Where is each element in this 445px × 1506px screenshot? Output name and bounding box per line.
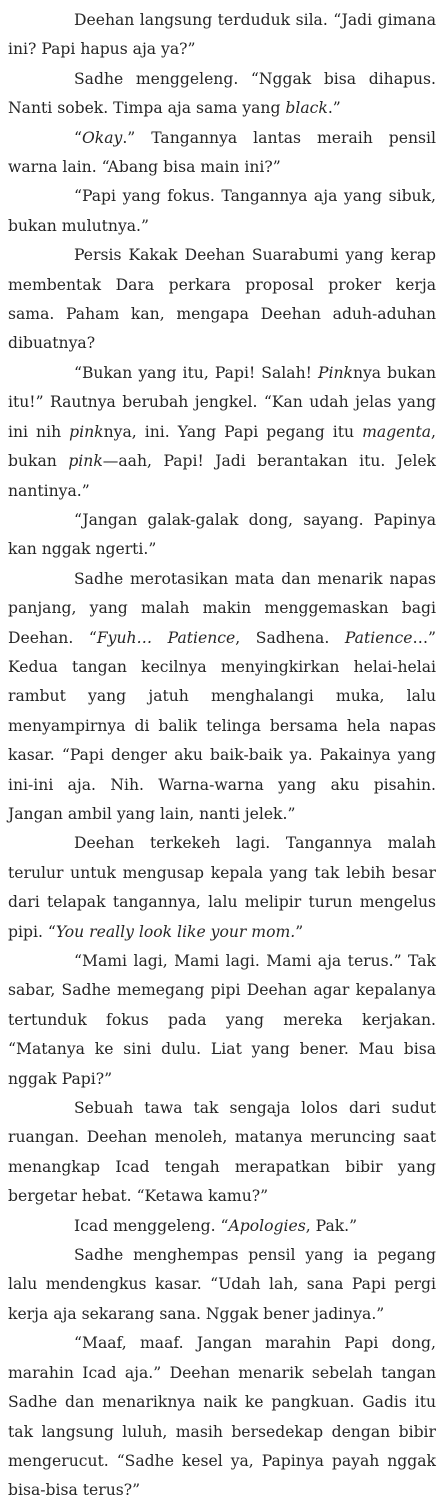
paragraph: [8, 1329, 436, 1505]
text-run: Persis Kakak Deehan Suarabumi yang kerap membentak Dara perkara proposal proker kerja sama. Paham kan, mengapa Deehan aduh-aduhan dibuatnya?: [8, 246, 436, 353]
paragraph: [8, 506, 436, 565]
text-run: Deehan terkekeh lagi. Tangannya malah terulur untuk mengusap kepala yang tak lebih besar dari telapak tangannya, lalu melipir turun mengelus pipi. “: [8, 834, 436, 941]
italic-run: Okay: [81, 128, 123, 147]
paragraph: [8, 1241, 436, 1329]
text-run: “Bukan yang itu, Papi! Salah!: [74, 363, 318, 382]
italic-run: magenta: [362, 422, 432, 441]
italic-run: Apologies: [228, 1216, 306, 1235]
text-run: —aah, Papi! Jadi berantakan itu. Jelek nantinya.”: [8, 452, 436, 500]
text-run: “Maaf, maaf. Jangan marahin Papi dong, marahin Icad aja.” Deehan menarik sebelah tangan Sadhe dan menariknya naik ke pangkuan. Gadis itu tak langsung luluh, masih bersedekap dengan bibir mengerucut. “Sadhe kesel ya, Papinya payah nggak bisa-bisa terus?”: [8, 1334, 436, 1500]
text-run: nya bukan itu!” Rautnya berubah jengkel. “Kan udah jelas yang ini nih: [8, 363, 436, 441]
text-run: , Sadhena.: [235, 628, 345, 647]
paragraph: [8, 124, 436, 183]
text-run: Sadhe merotasikan mata dan menarik napas panjang, yang malah makin menggemaskan bagi Deehan. “: [8, 569, 436, 647]
paragraph: [8, 565, 436, 830]
text-run: , Pak.”: [305, 1216, 358, 1235]
italic-run: You really look like your mom.: [55, 922, 296, 941]
paragraph: [8, 1212, 436, 1241]
text-run: Sadhe menggeleng. “Nggak bisa dihapus. Nanti sobek. Timpa aja sama yang: [8, 69, 436, 118]
italic-run: Pink: [317, 363, 353, 382]
italic-run: pink: [68, 452, 103, 471]
italic-run: black: [285, 99, 328, 118]
paragraph: [8, 1094, 436, 1212]
text-run: Deehan langsung terduduk sila. “Jadi gimana ini? Papi hapus aja ya?”: [8, 11, 436, 59]
paragraph: [8, 947, 436, 1094]
text-run: “Jangan galak-galak dong, sayang. Papinya kan nggak ngerti.”: [8, 510, 436, 559]
italic-run: Fyuh… Patience: [96, 628, 236, 647]
text-run: Icad menggeleng. “: [74, 1216, 229, 1235]
paragraph: [8, 182, 436, 241]
text-run: nya, ini. Yang Papi pegang itu: [103, 422, 363, 441]
text-run: ”: [295, 922, 304, 941]
text-run: Sadhe menghempas pensil yang ia pegang lalu mendengkus kasar. “Udah lah, sana Papi pergi kerja aja sekarang sana. Nggak bener jadinya.”: [8, 1246, 436, 1323]
text-run: “Mami lagi, Mami lagi. Mami aja terus.” Tak sabar, Sadhe memegang pipi Deehan agar kepalanya tertunduk fokus pada yang mereka kerjakan. “Matanya ke sini dulu. Liat yang bener. Mau bisa nggak Papi?”: [8, 952, 436, 1088]
text-run: …” Kedua tangan kecilnya menyingkirkan helai-helai rambut yang jatuh menghalangi muka, lalu menyampirnya di balik telinga bersama hela napas kasar. “Papi denger aku baik-baik ya. Pakainya yang ini-ini aja. Nih. Warna-warna yang aku pisahin. Jangan ambil yang lain, nanti jelek.”: [8, 628, 437, 823]
text-run: , bukan: [8, 422, 436, 471]
text-run: “Papi yang fokus. Tangannya aja yang sibuk, bukan mulutnya.”: [8, 187, 436, 235]
paragraph: [8, 359, 436, 506]
paragraph: [8, 829, 436, 947]
italic-run: Patience: [344, 628, 413, 647]
text-run: “: [74, 128, 82, 147]
paragraph: [8, 241, 436, 359]
text-run: .”: [327, 99, 341, 118]
text-run: .” Tangannya lantas meraih pensil warna lain. “Abang bisa main ini?”: [8, 128, 436, 177]
text-run: Sebuah tawa tak sengaja lolos dari sudut ruangan. Deehan menoleh, matanya meruncing saat menangkap Icad tengah merapatkan bibir yang bergetar hebat. “Ketawa kamu?”: [8, 1099, 436, 1206]
italic-run: pink: [69, 422, 104, 441]
paragraph: [8, 65, 436, 124]
paragraph: [8, 6, 436, 65]
